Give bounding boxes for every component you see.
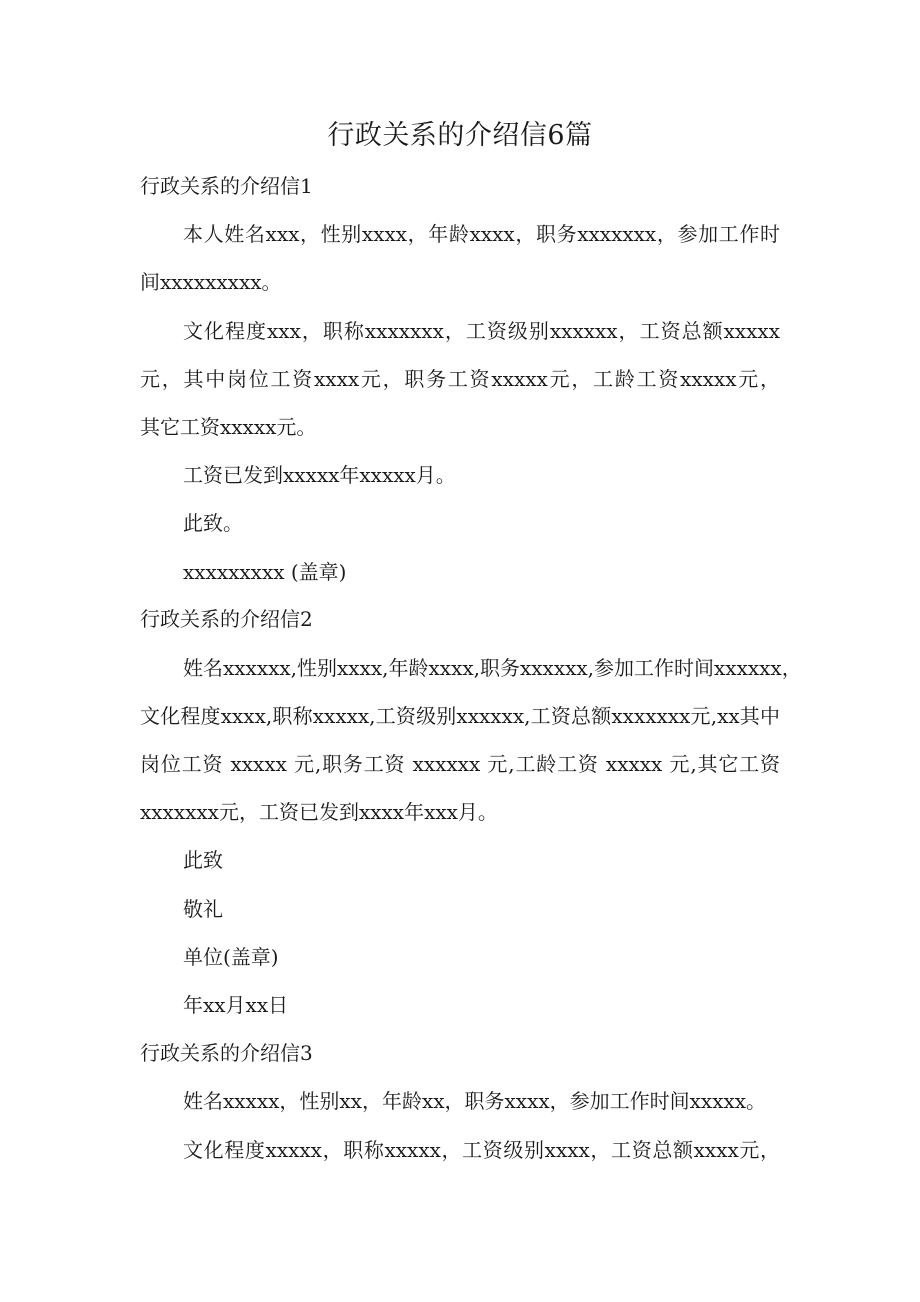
letter1-paragraph1-line2: 间xxxxxxxxx。 bbox=[140, 270, 282, 294]
letter1-paragraph2-line3: 其它工资xxxxx元。 bbox=[140, 415, 317, 439]
letter2-paragraph1-line1: 姓名xxxxxx,性别xxxx,年龄xxxx,职务xxxxxx,参加工作时间xxxxxx， bbox=[183, 656, 802, 680]
letter2-paragraph1-line4: xxxxxxx元，工资已发到xxxx年xxx月。 bbox=[140, 800, 498, 824]
letter2-heading: 行政关系的介绍信2 bbox=[140, 607, 313, 631]
letter2-unit-seal: 单位(盖章) bbox=[183, 945, 279, 969]
letter2-paragraph1-line2: 文化程度xxxx,职称xxxxx,工资级别xxxxxx,工资总额xxxxxxx元,xx其中 bbox=[140, 704, 780, 728]
letter3-heading: 行政关系的介绍信3 bbox=[140, 1041, 313, 1065]
letter1-seal: xxxxxxxxx (盖章) bbox=[183, 560, 347, 584]
letter1-paragraph3: 工资已发到xxxxx年xxxxx月。 bbox=[183, 463, 456, 487]
letter1-closing: 此致。 bbox=[183, 511, 243, 535]
letter2-date: 年xx月xx日 bbox=[183, 993, 289, 1017]
letter1-heading: 行政关系的介绍信1 bbox=[140, 174, 313, 198]
document-title: 行政关系的介绍信6篇 bbox=[327, 120, 593, 151]
letter3-paragraph1: 姓名xxxxx，性别xx，年龄xx，职务xxxx，参加工作时间xxxxx。 bbox=[183, 1089, 767, 1113]
letter2-paragraph1-line3: 岗位工资 xxxxx 元,职务工资 xxxxxx 元,工龄工资 xxxxx 元,其它工资 bbox=[140, 752, 780, 776]
letter1-paragraph1-line1: 本人姓名xxx，性别xxxx，年龄xxxx，职务xxxxxxx，参加工作时 bbox=[183, 222, 780, 246]
letter1-paragraph2-line1: 文化程度xxx，职称xxxxxxx，工资级别xxxxxx，工资总额xxxxx bbox=[183, 319, 780, 343]
letter3-paragraph2-line1: 文化程度xxxxx，职称xxxxx，工资级别xxxx，工资总额xxxx元， bbox=[183, 1138, 780, 1162]
letter2-closing1: 此致 bbox=[183, 848, 223, 872]
letter1-paragraph2-line2: 元，其中岗位工资xxxx元，职务工资xxxxx元，工龄工资xxxxx元， bbox=[140, 367, 780, 391]
letter2-closing2: 敬礼 bbox=[183, 897, 223, 921]
